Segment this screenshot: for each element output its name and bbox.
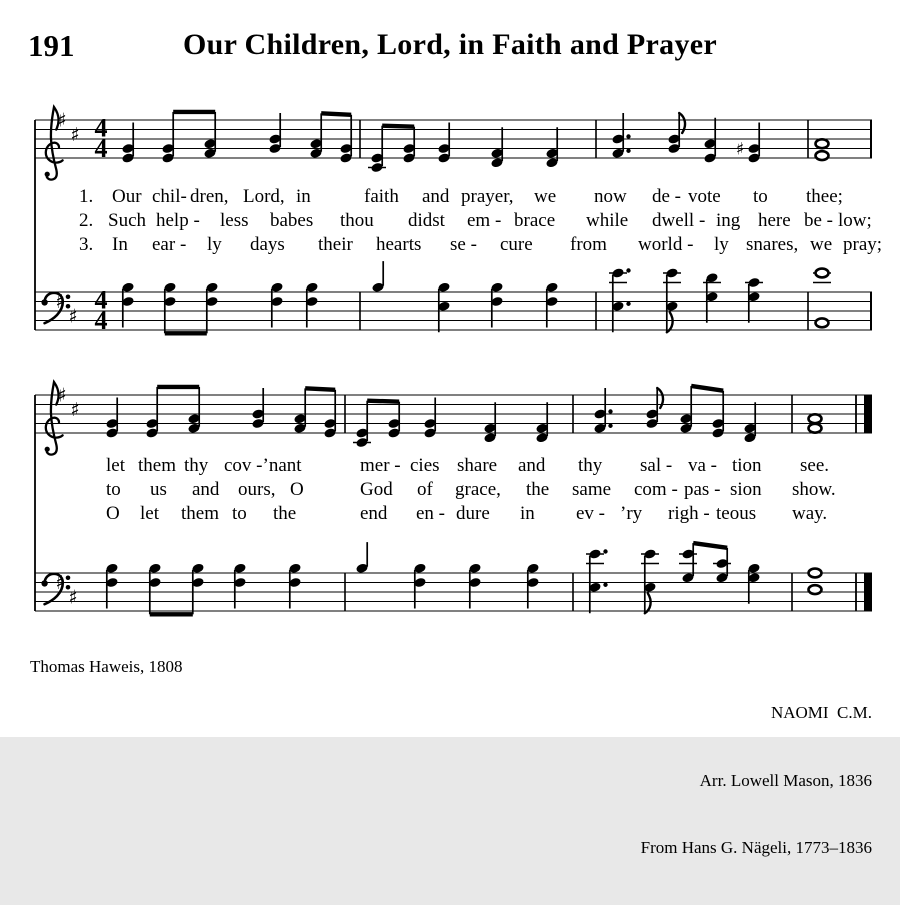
note-chord — [437, 123, 450, 164]
augmentation-dot — [626, 302, 630, 306]
note-chord — [703, 272, 721, 323]
lyric-syllable: de - — [652, 186, 682, 207]
augmentation-dot — [603, 549, 607, 553]
beam — [691, 386, 723, 391]
lyric-syllable: here — [758, 210, 791, 231]
note-chord — [711, 391, 724, 439]
whole-notehead — [816, 269, 829, 278]
lyric-syllable: God — [360, 479, 393, 500]
lyric-syllable: Lord, — [243, 186, 285, 207]
note-chord — [490, 127, 503, 168]
note-chord — [353, 401, 371, 448]
lyric-syllable: share — [457, 455, 498, 476]
bass-clef-icon — [66, 294, 71, 299]
lyric-syllable: en - — [416, 503, 446, 524]
lyric-line — [0, 503, 900, 527]
note-chord — [609, 267, 631, 332]
lyric-syllable: cov -’nant — [224, 455, 302, 476]
note-chord — [816, 139, 829, 160]
augmentation-dot — [626, 134, 630, 138]
lyric-syllable: from — [570, 234, 607, 255]
lyric-syllable: O — [290, 479, 304, 500]
lyric-syllable: didst — [408, 210, 445, 231]
lyric-syllable: se - — [450, 234, 477, 255]
treble-clef-icon — [45, 447, 50, 452]
augmentation-dot — [626, 268, 630, 272]
lyric-syllable: be - — [804, 210, 834, 231]
note-chord — [679, 386, 692, 434]
lyric-syllable: we — [534, 186, 557, 207]
sharp-icon: ♯ — [70, 123, 80, 146]
note-chord — [251, 388, 264, 429]
note-chord — [703, 118, 716, 164]
lyric-syllable: pray; — [843, 234, 883, 255]
whole-notehead — [809, 569, 822, 578]
final-thick-barline — [864, 395, 872, 433]
treble-clef-icon — [45, 172, 50, 177]
eighth-flag — [645, 593, 651, 613]
lyric-syllable: snares, — [746, 234, 799, 255]
lyric-syllable: world - — [638, 234, 694, 255]
lyric-syllable: 3. — [79, 234, 94, 255]
lyric-syllable: low; — [838, 210, 872, 231]
lyric-syllable: dren, — [190, 186, 229, 207]
lyric-syllable: mer - — [360, 455, 401, 476]
lyric-syllable: tion — [732, 455, 762, 476]
sharp-icon: ♯ — [68, 305, 78, 328]
lyric-syllable: thee; — [806, 186, 843, 207]
lyric-line — [0, 186, 900, 210]
lyric-syllable: brace — [514, 210, 556, 231]
note-chord — [268, 113, 281, 154]
lyric-syllable: chil- — [152, 186, 187, 207]
note-chord — [121, 123, 134, 164]
lyric-syllable: let — [140, 503, 159, 524]
lyric-syllable: vote — [688, 186, 721, 207]
lyric-syllable: us — [150, 479, 167, 500]
lyric-syllable: while — [586, 210, 629, 231]
lyric-syllable: thy — [578, 455, 603, 476]
lyric-syllable: em - — [467, 210, 502, 231]
lyric-syllable: righ - — [668, 503, 710, 524]
lyric-syllable: com - — [634, 479, 678, 500]
note-chord — [203, 112, 216, 159]
note-chord — [423, 398, 436, 439]
author-credit: Thomas Haweis, 1808 — [30, 657, 183, 676]
treble-staff — [35, 107, 872, 180]
lyric-syllable: O — [106, 503, 120, 524]
augmentation-dot — [603, 583, 607, 587]
lyric-syllable: ly — [207, 234, 222, 255]
lyric-syllable: and — [422, 186, 450, 207]
lyric-line — [0, 234, 900, 258]
lyric-syllable: and — [518, 455, 546, 476]
note-chord — [813, 269, 831, 328]
accidental-sharp-icon: ♯ — [735, 139, 745, 160]
lyric-line — [0, 479, 900, 503]
lyric-syllable: thou — [340, 210, 374, 231]
augmentation-dot — [626, 149, 630, 153]
note-chord — [679, 543, 697, 583]
lyric-syllable: way. — [792, 503, 828, 524]
note-chord — [641, 548, 659, 613]
augmentation-dot — [608, 424, 612, 428]
note-chord — [187, 387, 200, 434]
lyric-syllable: of — [417, 479, 433, 500]
note-chord — [191, 563, 204, 615]
hymn-number: 191 — [28, 28, 75, 63]
lyric-syllable: sal - — [640, 455, 673, 476]
tune-name: NAOMI C.M. — [770, 703, 872, 722]
sharp-icon: ♯ — [68, 586, 78, 609]
lyric-syllable: cies — [410, 455, 440, 476]
lyric-syllable: we — [810, 234, 833, 255]
lyric-syllable: show. — [792, 479, 836, 500]
lyric-syllable: less — [220, 210, 249, 231]
lyric-syllable: them — [138, 455, 176, 476]
arranger-credit: Arr. Lowell Mason, 1836 — [699, 770, 872, 790]
lyric-syllable: let — [106, 455, 125, 476]
note-chord — [205, 282, 218, 334]
lyric-syllable: ly — [714, 234, 729, 255]
beam — [382, 126, 414, 127]
note-chord — [743, 402, 756, 443]
note-chord — [809, 569, 822, 594]
lyric-syllable: thy — [184, 455, 209, 476]
beam — [693, 543, 727, 548]
note-chord — [148, 563, 161, 615]
lyric-syllable: va - — [688, 455, 718, 476]
note-chord — [747, 563, 760, 604]
lyric-syllable: see. — [800, 455, 830, 476]
note-chord — [545, 127, 558, 168]
note-chord — [745, 277, 763, 323]
time-signature-lower: 4 — [94, 134, 108, 163]
sharp-icon: ♯ — [57, 384, 67, 407]
lyric-syllable: in — [520, 503, 535, 524]
source-credit: From Hans G. Nägeli, 1773–1836 — [640, 838, 872, 857]
note-chord — [586, 548, 608, 613]
note-chord — [163, 282, 176, 334]
lyric-syllable: help - — [156, 210, 200, 231]
lyric-syllable: prayer, — [461, 186, 514, 207]
time-signature-lower: 4 — [94, 306, 108, 335]
lyric-syllable: end — [360, 503, 388, 524]
lyric-syllable: hearts — [376, 234, 422, 255]
bass-clef-icon — [41, 299, 47, 305]
lyric-syllable: sion — [730, 479, 762, 500]
beam — [305, 388, 335, 389]
lyric-syllable: 2. — [79, 210, 94, 231]
note-chord — [713, 548, 731, 584]
lyric-syllable: to — [106, 479, 121, 500]
lyric-syllable: to — [232, 503, 247, 524]
lyric-syllable: dwell - — [652, 210, 706, 231]
eighth-flag — [667, 312, 673, 332]
treble-staff — [35, 382, 872, 455]
whole-notehead — [816, 318, 829, 327]
lyric-syllable: the — [526, 479, 550, 500]
lyric-syllable: to — [753, 186, 768, 207]
beam — [321, 113, 351, 114]
lyric-syllable: pas - — [684, 479, 721, 500]
note-chord — [535, 402, 548, 443]
sharp-icon: ♯ — [55, 291, 65, 313]
tune-credits — [641, 657, 872, 905]
lyric-syllable: ours, — [238, 479, 276, 500]
lyric-syllable: their — [318, 234, 353, 255]
lyric-syllable: babes — [270, 210, 314, 231]
lyric-syllable: grace, — [455, 479, 501, 500]
note-chord — [437, 282, 450, 333]
lyric-syllable: Such — [108, 210, 146, 231]
time-signature-upper: 4 — [94, 285, 108, 315]
lyric-syllable: now — [594, 186, 627, 207]
lyric-syllable: ear - — [152, 234, 187, 255]
lyric-syllable: the — [273, 503, 297, 524]
whole-notehead — [809, 414, 822, 423]
note-chord — [355, 542, 368, 574]
lyric-syllable: 1. — [79, 186, 94, 207]
page-title: Our Children, Lord, in Faith and Prayer — [183, 28, 717, 61]
note-chord — [483, 402, 496, 443]
sharp-icon: ♯ — [57, 109, 67, 132]
note-chord — [371, 261, 384, 293]
whole-notehead — [816, 151, 829, 160]
augmentation-dot — [608, 409, 612, 413]
note-chord — [663, 267, 681, 332]
lyric-line — [0, 455, 900, 479]
lyric-syllable: ev - — [576, 503, 606, 524]
bass-clef-icon — [66, 575, 71, 580]
bass-staff — [35, 261, 872, 335]
lyric-syllable: Our — [112, 186, 142, 207]
time-signature-upper: 4 — [94, 113, 108, 143]
bass-clef-icon — [41, 580, 47, 586]
whole-notehead — [816, 139, 829, 148]
lyric-line — [0, 210, 900, 234]
lyric-syllable: and — [192, 479, 220, 500]
lyric-syllable: dure — [456, 503, 490, 524]
lyric-syllable: them — [181, 503, 219, 524]
note-chord — [402, 127, 415, 164]
lyric-syllable: ing — [716, 210, 741, 231]
sharp-icon: ♯ — [70, 398, 80, 421]
lyric-syllable: teous — [716, 503, 757, 524]
final-thick-barline — [864, 573, 872, 611]
note-chord — [387, 402, 400, 439]
lyric-syllable: cure — [500, 234, 533, 255]
lyric-syllable: faith — [364, 186, 399, 207]
beam — [367, 401, 399, 402]
lyric-syllable: days — [250, 234, 285, 255]
lyric-syllable: In — [112, 234, 128, 255]
note-chord — [105, 398, 118, 439]
sharp-icon: ♯ — [55, 572, 65, 594]
lyric-syllable: same — [572, 479, 612, 500]
note-chord — [368, 126, 386, 173]
whole-notehead — [809, 585, 822, 594]
bass-staff — [35, 542, 872, 614]
lyric-syllable: ’ry — [620, 503, 643, 524]
lyric-syllable: in — [296, 186, 311, 207]
whole-notehead — [809, 424, 822, 433]
